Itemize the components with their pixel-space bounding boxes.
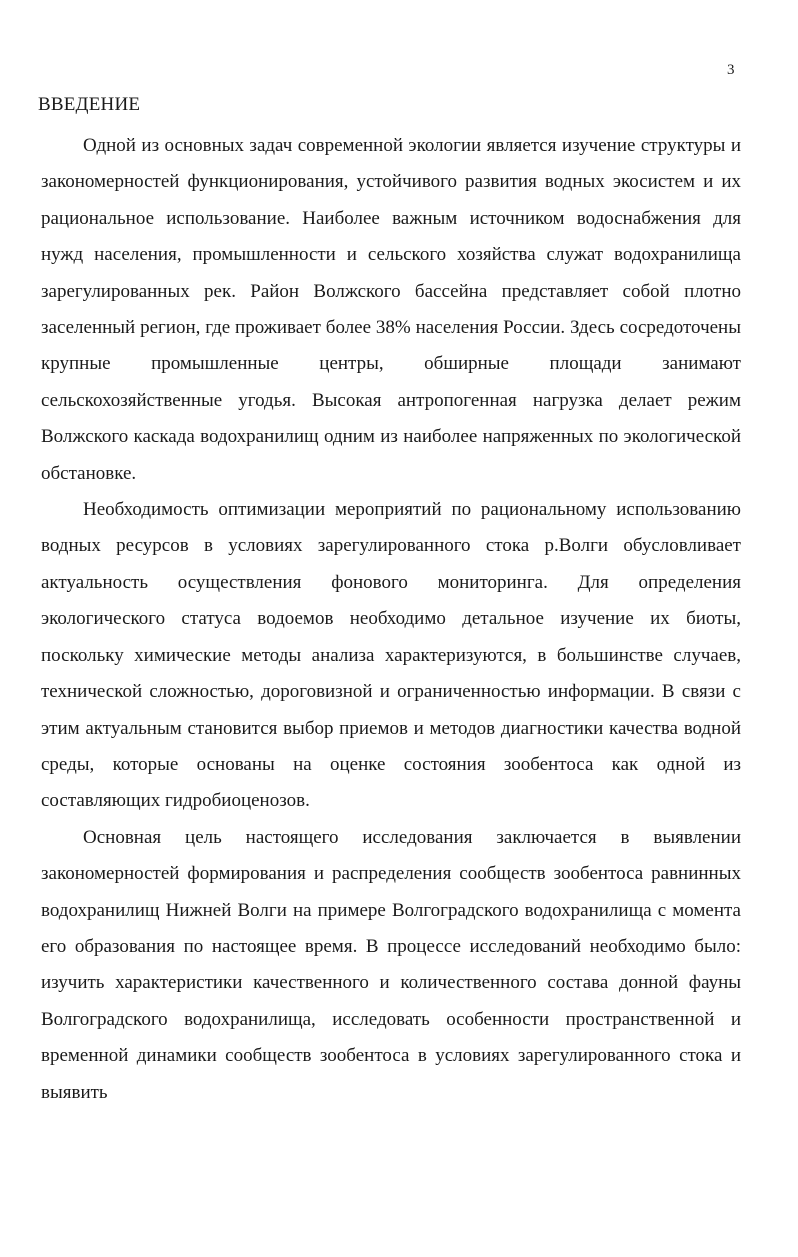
paragraph-3: Основная цель настоящего исследования заключается в выявлении закономерностей формирования и распределения сообществ зообентоса равнинных водохранилищ Нижней Волги на примере Волгоградского водохранилища с момента его образования по настоящее время. В процессе исследований необходимо было: изучить характеристики качественного и количественного состава донной фауны Волгоградского водохранилища, исследовать особенности пространственной и временной динамики сообществ зообентоса в условиях зарегулированного стока и выявить — [41, 826, 741, 1103]
body-text — [41, 128, 741, 1111]
section-heading: ВВЕДЕНИЕ — [38, 94, 141, 115]
page-number: 3 — [727, 62, 735, 78]
paragraph-1: Одной из основных задач современной экологии является изучение структуры и закономерностей функционирования, устойчивого развития водных экосистем и их рациональное использование. Наиболее важным источником водоснабжения для нужд населения, промышленности и сельского хозяйства служат водохранилища зарегулированных рек. Район Волжского бассейна представляет собой плотно заселенный регион, где проживает более 38% населения России. Здесь сосредоточены крупные промышленные центры, обширные площади занимают сельскохозяйственные угодья. Высокая антропогенная нагрузка делает режим Волжского каскада водохранилищ одним из наиболее напряженных по экологической обстановке. — [41, 135, 741, 484]
paragraph-2: Необходимость оптимизации мероприятий по рациональному использованию водных ресурсов в условиях зарегулированного стока р.Волги обусловливает актуальность осуществления фонового мониторинга. Для определения экологического статуса водоемов необходимо детальное изучение их биоты, поскольку химические методы анализа характеризуются, в большинстве случаев, технической сложностью, дороговизной и ограниченностью информации. В связи с этим актуальным становится выбор приемов и методов диагностики качества водной среды, которые основаны на оценке состояния зообентоса как одной из составляющих гидробиоценозов. — [41, 499, 741, 812]
